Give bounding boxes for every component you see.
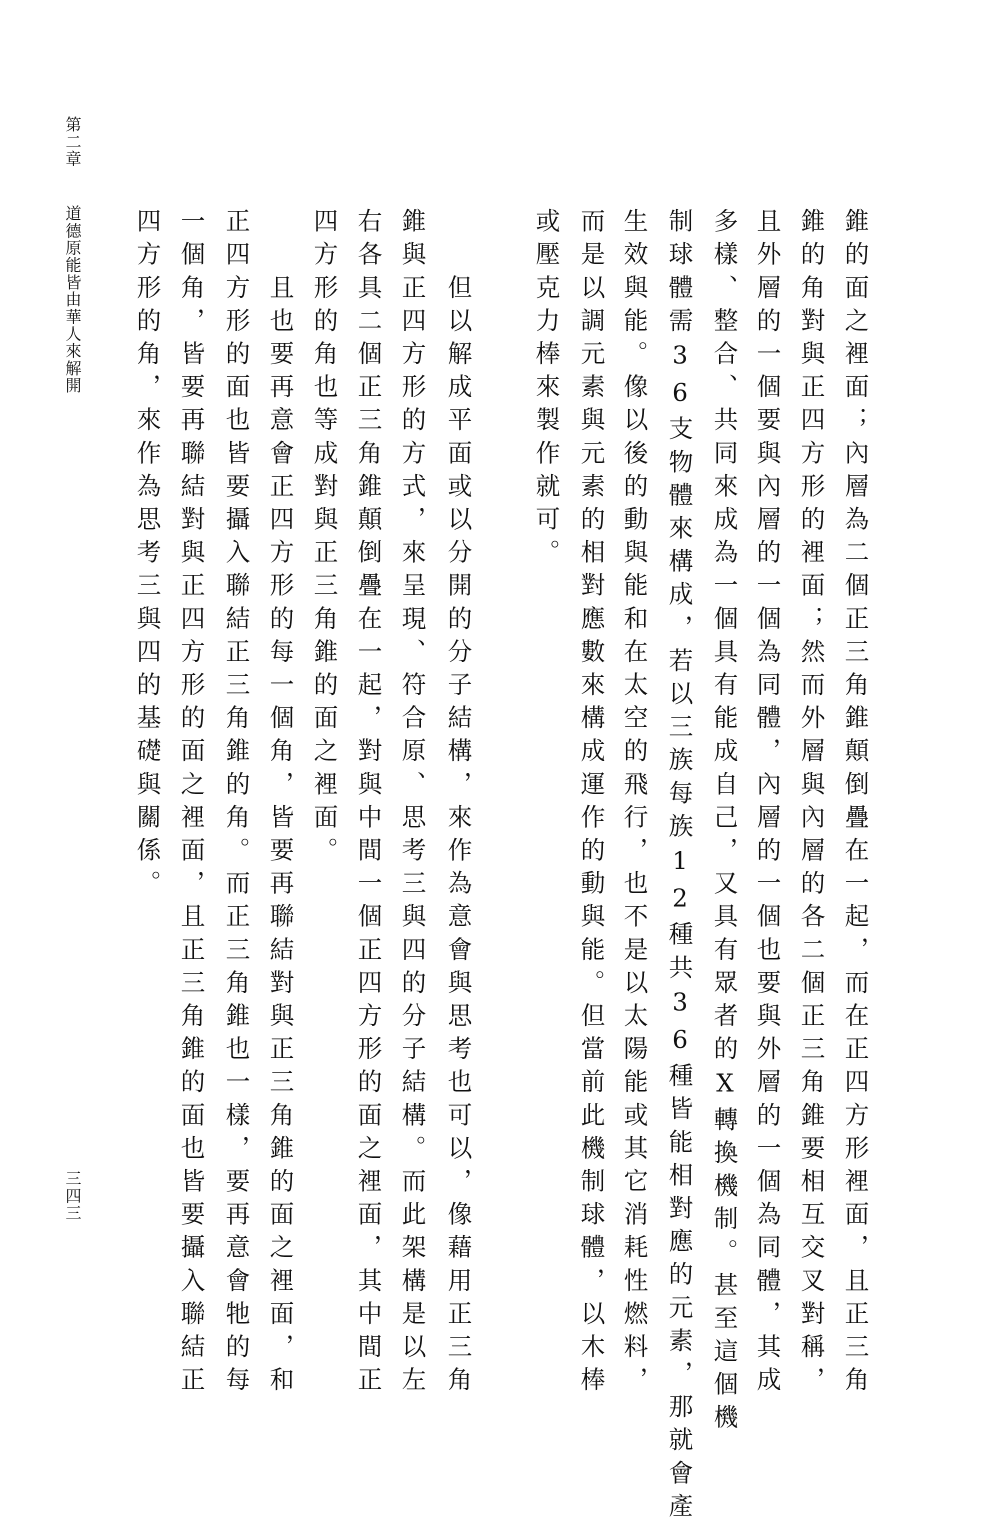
text-column-15: 一個角，皆要再聯結對與正四方形的面之裡面，且正三角錐的面也皆要攝入聯結正 xyxy=(177,208,207,1400)
text-column-1: 錐的面之裡面；內層為二個正三角錐顛倒疊在一起，而在正四方形裡面，且正三角 xyxy=(841,208,871,1400)
text-column-13: 且也要再意會正四方形的每一個角，皆要再聯結對與正三角錐的面之裡面，和 xyxy=(266,208,296,1400)
text-column-11: 右各具二個正三角錐顛倒疊在一起，對與中間一個正四方形的面之裡面，其中間正 xyxy=(354,208,384,1400)
page-number: 三四三 xyxy=(63,1170,82,1222)
chapter-label: 第二章 xyxy=(63,116,82,168)
text-column-16: 四方形的角，來作為思考三與四的基礎與關係。 xyxy=(133,208,163,904)
text-column-3: 且外層的一個要與內層的一個為同體，內層的一個也要與外層的一個為同體，其成 xyxy=(753,208,783,1400)
text-column-6: 生效與能。像以後的動與能和在太空的飛行，也不是以太陽能或其它消耗性燃料， xyxy=(620,208,650,1400)
text-column-8: 或壓克力棒來製作就可。 xyxy=(532,208,562,573)
text-column-2: 錐的角對與正四方形的裡面；然而外層與內層的各二個正三角錐要相互交叉對稱， xyxy=(797,208,827,1400)
text-column-12: 四方形的角也等成對與正三角錐的面之裡面。 xyxy=(310,208,340,870)
text-column-4: 多樣、整合、共同來成為一個具有能成自己，又具有眾者的X轉換機制。甚至這個機 xyxy=(710,208,740,1438)
running-title: 道德原能皆由華人來解開 xyxy=(63,205,82,395)
text-column-9: 但以解成平面或以分開的分子結構，來作為意會與思考也可以，像藉用正三角 xyxy=(444,208,474,1400)
text-column-10: 錐與正四方形的方式，來呈現、符合原、思考三與四的分子結構。而此架構是以左 xyxy=(398,208,428,1400)
text-column-5: 制球體需36支物體來構成，若以三族每族12種共36種皆能相對應的元素，那就會產 xyxy=(665,208,695,1526)
text-column-7: 而是以調元素與元素的相對應數來構成運作的動與能。但當前此機制球體，以木棒 xyxy=(577,208,607,1400)
text-column-14: 正四方形的面也皆要攝入聯結正三角錐的角。而正三角錐也一樣，要再意會牠的每 xyxy=(222,208,252,1400)
